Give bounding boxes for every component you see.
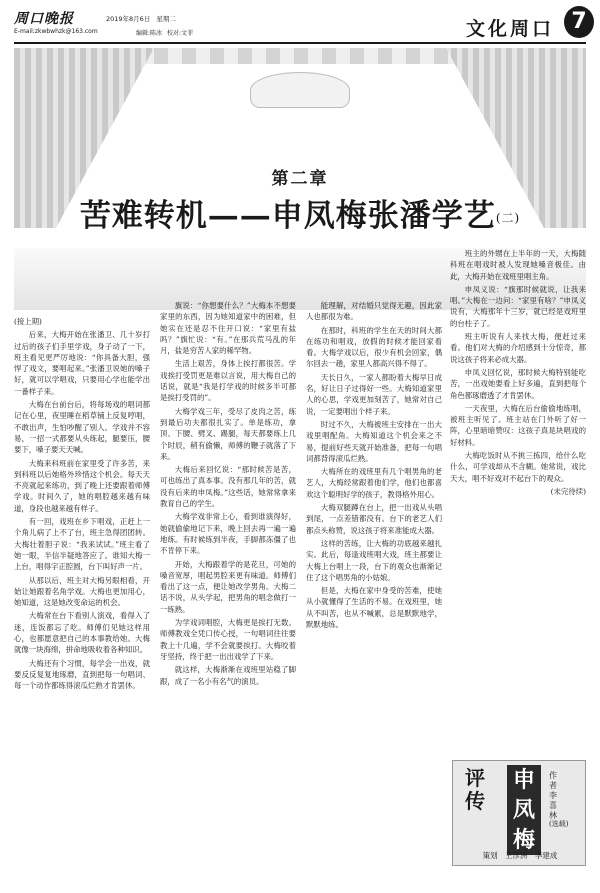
paragraph: (接上期)	[14, 317, 42, 326]
paragraph: 大梅常在台下看别人演戏，看得入了迷，连饭都忘了吃。师傅们见她这样用心，也都愿意把自己的本事教给她。大梅就像一块海绵，拼命地吸收着各种知识。	[14, 611, 150, 655]
paragraph: 能理解，对结婚只觉得无趣，因此家人也都很为难。	[306, 301, 442, 322]
issue-date: 2019年8月6日	[106, 15, 151, 23]
headline-part-number: (二)	[495, 211, 521, 225]
planner-label: 策划	[482, 851, 498, 860]
section-title: 文化周口	[466, 18, 555, 40]
paragraph: 大梅所在的戏班里有几个唱男角的老艺人，大梅经常跟着他们学，他们也都喜欢这个聪明好学的孩子，教得格外用心。	[306, 467, 442, 499]
page-number-badge: 7	[564, 6, 594, 38]
editor-label: 编辑:陈冰	[136, 30, 163, 37]
editor-credits	[136, 28, 193, 37]
paragraph: 就这样，大梅渐渐在戏班里站稳了脚跟，成了一名小有名气的演员。	[160, 665, 296, 686]
stage-ornament	[250, 72, 350, 108]
paragraph: 这样的苦练，让大梅的功底越来越扎实。此后，每逢戏班唱大戏，班主都要让大梅上台唱上一段，台下的观众也渐渐记住了这个唱男角的小姑娘。	[306, 538, 442, 582]
to-be-continued: (未完待续)	[550, 486, 586, 496]
paragraph: 旗说：“你想要什么？”大梅本不想要家里的东西，因为她知道家中的困难，但她实在还是忍不住开口说：“家里有盐吗？”旗忙说：“有。”在那兵荒马乱的年月，盐是穷苦人家的稀罕物。	[160, 301, 296, 356]
article-headline	[14, 190, 586, 235]
paragraph: 但是，大梅在家中身受的苦难，使她从小就懂得了生活的不易。在戏班里，她从不叫苦，也从不喊累，总是默默地学，默默地练。	[306, 586, 442, 630]
paragraph: 天长日久，一家人都盼着大梅早日成名，好让日子过得好一些。大梅知道家里人的心思，学戏更加刻苦了，她常对自己说，一定要唱出个样子来。	[306, 372, 442, 416]
article-column-4	[450, 248, 586, 608]
article-column-2	[160, 300, 296, 875]
paragraph: 大梅学戏三年，受尽了皮肉之苦，练到最后功夫都很扎实了。单是练功，拿顶、下腰、劈叉、踢腿，每天都要练上几个时辰，稍有偷懒，师傅的鞭子就落了下来。	[160, 406, 296, 461]
paragraph: 后来，大梅开始在张潘卫、几十岁打过后的孩子们手里学戏，身子动了一下，班主看见更严厉地说：“你具备大胆，强悍了戏文，要唱起来。”张潘卫说她的嗓子好，就可以学唱戏，只要用心学也能学出一番样子来。	[14, 330, 150, 396]
planning-credits	[453, 850, 587, 861]
paragraph: 从那以后，班主对大梅另眼相看，开始让她跟着名角学戏。大梅也更加用心，她知道，这是她改变命运的机会。	[14, 575, 150, 608]
paragraph: 班主的外甥在上半年的一天，大梅随科班在唱戏时被人发现她嗓音极佳。由此，大梅开始在戏班里唱主角。	[450, 249, 586, 281]
paragraph: 有一回，戏班在乡下唱戏，正赶上一个角儿病了上不了台，班主急得团团转。大梅壮着胆子说：“我来试试。”班主看了她一眼，半信半疑地答应了。谁知大梅一上台，唱得字正腔圆，台下叫好声一片。	[14, 517, 150, 572]
chapter-heading: 第二章	[271, 169, 329, 189]
paragraph: 大梅还有个习惯，每学会一出戏，就要反反复复地琢磨，直到把每一句唱词、每一个动作都练得滚瓜烂熟才肯罢休。	[14, 658, 150, 691]
series-serial-tag: (选载)	[549, 820, 569, 828]
headline-text: 苦难转机——申凤梅张潘学艺	[79, 198, 496, 234]
paragraph: 班主听说有人来找大梅，便赶过来看。他们对大梅的介绍感到十分惊奇，都说这孩子将来必成大器。	[450, 332, 586, 364]
series-title-subject: 申凤梅	[507, 765, 541, 855]
paragraph: 一天夜里，大梅在后台偷偷地练唱，被班主听见了。班主站在门外听了好一阵，心里暗暗赞叹：这孩子真是块唱戏的好材料。	[450, 403, 586, 447]
paragraph: 大梅后来回忆说：“那时候苦是苦，可也练出了真本事。没有那几年的苦，就没有后来的申凤梅。”这些话，她常常拿来教育自己的学生。	[160, 465, 296, 509]
paragraph: 开始，大梅跟着学的是花旦，可她的嗓音宽厚，唱起男腔来更有味道。师傅们看出了这一点，便让她改学男角。大梅二话不说，从头学起，把男角的唱念做打一一练熟。	[160, 559, 296, 614]
series-title-review: 评传	[465, 766, 485, 813]
paragraph: 大梅吃饭时从不挑三拣四，给什么吃什么，可学戏却从不含糊。她常说，戏比天大，唱不好戏对不起台下的观众。	[450, 451, 586, 483]
dateline	[106, 14, 176, 23]
contact-email[interactable]: E-mail:zkwbwhzk@163.com	[14, 28, 98, 35]
proof-label: 校对:文菲	[166, 30, 193, 37]
article-column-3	[306, 300, 442, 875]
header-rule	[14, 42, 586, 44]
paragraph: 大梅来科班前在家里受了许多苦，来到科班以后她格外珍惜这个机会。每天天不亮就起来练功，到了晚上还要跟着师傅学戏。时间久了，她的唱腔越来越有味道，身段也越来越有样子。	[14, 458, 150, 513]
article-column-1	[14, 316, 150, 876]
paragraph: 大梅在台前台后，将每场戏的唱词都记在心里，夜里睡在稻草铺上反复哼唱，不敢出声，生怕吵醒了别人。学戏并不容易，一招一式都要从头练起，腿要压，腰要下，嗓子要天天喊。	[14, 400, 150, 455]
paragraph: 为学戏词唱腔，大梅更是挨打无数。师傅教戏全凭口传心授，一句唱词往往要教上十几遍，学不会就要挨打。大梅咬着牙坚持，终于把一出出戏学了下来。	[160, 618, 296, 661]
paragraph: 大梅学戏非常上心，看到谁演得好，她就偷偷地记下来，晚上回去再一遍一遍地练。有时候练到半夜，手脚都冻僵了也不肯停下来。	[160, 512, 296, 556]
paragraph: 申凤义回忆说，那时候大梅特别能吃苦，一出戏她要看上好多遍，直到把每个角色都琢磨透了才肯罢休。	[450, 367, 586, 400]
paragraph: 生活上艰苦，身体上挨打都很苦。学戏挨打受罚更是难以言说，用大梅自己的话说，就是“我是打学戏的时候多半可都是挨打受罚的”。	[160, 359, 296, 403]
series-author: 作者 李喜林	[549, 771, 557, 820]
issue-weekday: 星期二	[156, 15, 176, 23]
paragraph: 时过不久，大梅被班主安排在一出大戏里唱配角。大梅知道这个机会来之不易，提前好些天就开始准备，把每一句唱词都背得滚瓜烂熟。	[306, 419, 442, 463]
paragraph: 大梅双腿蹲在台上，把一出戏从头唱到尾，一点差错都没有。台下的老艺人们都点头称赞，说这孩子将来准能成大器。	[306, 503, 442, 535]
series-badge	[452, 760, 586, 866]
paragraph: 申凤义说：“旗那时候就说，让我来唱。”大梅在一边问：“家里有啥？”申凤义说有，大梅那年十三岁，就已经是戏班里的台柱子了。	[450, 284, 586, 328]
paragraph: 在那时，科班的学生在天的时间大都在练功和唱戏，放假的时候才能回家看看。大梅学戏以后，很少有机会回家，偶尔回去一趟，家里人都高兴得不得了。	[306, 325, 442, 369]
newspaper-logo: 周口晚报	[14, 11, 74, 27]
planner-names: 王彦洲 李建成	[505, 851, 558, 860]
